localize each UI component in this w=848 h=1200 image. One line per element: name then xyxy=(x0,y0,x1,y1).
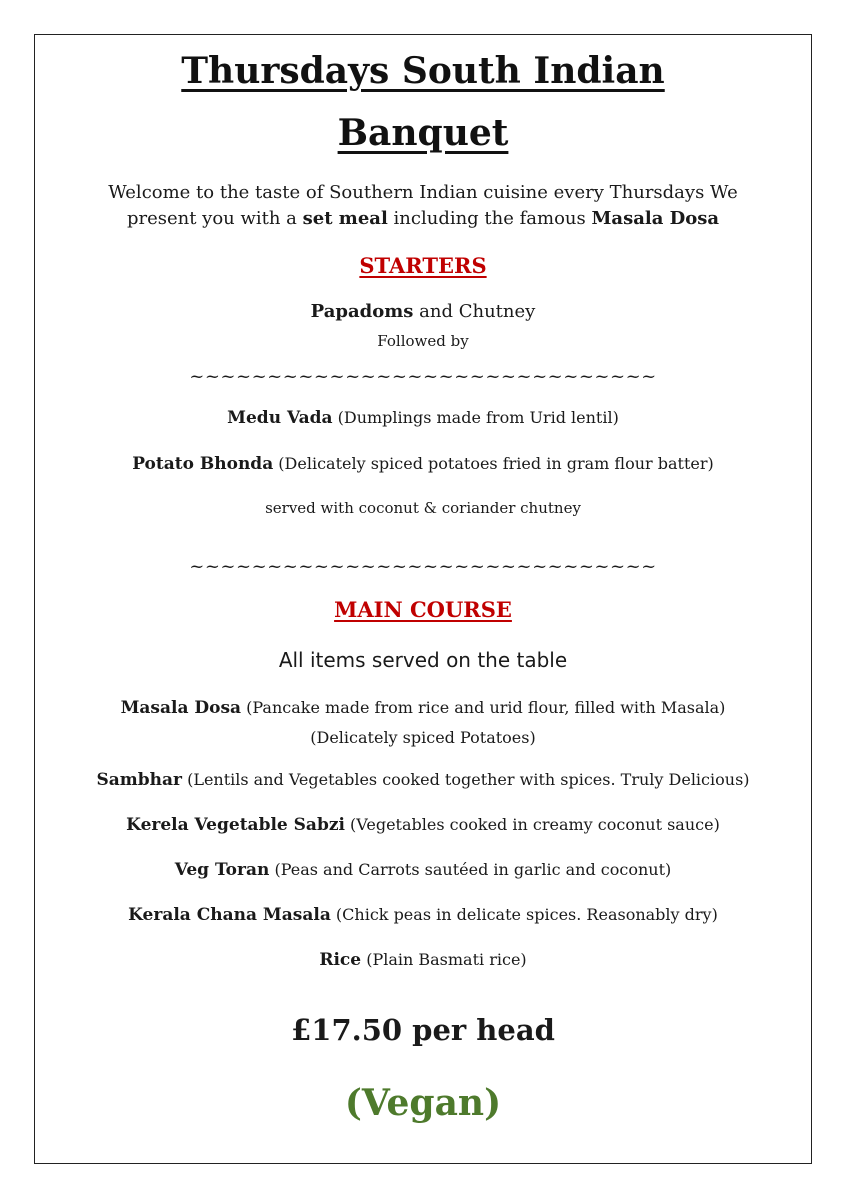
vegan-label: (Vegan) xyxy=(344,1082,502,1124)
starters-heading: STARTERS xyxy=(359,253,487,278)
main-item-kerala-chana-masala xyxy=(34,905,812,925)
starter-item-potato-bhonda xyxy=(34,454,812,474)
papadoms-rest: and Chutney xyxy=(413,301,536,322)
item-desc: (Dumplings made from Urid lentil) xyxy=(332,408,619,427)
intro-bold-masala-dosa: Masala Dosa xyxy=(591,208,720,229)
title-line-1: Thursdays South Indian xyxy=(181,50,665,92)
item-desc: (Chick peas in delicate spices. Reasonably dry) xyxy=(330,905,718,924)
intro-text: present you with a xyxy=(126,208,303,229)
papadoms-line xyxy=(34,301,812,322)
intro-bold-set-meal: set meal xyxy=(302,208,388,229)
item-name: Sambhar xyxy=(96,770,182,790)
main-item-sambhar xyxy=(34,770,812,790)
item-desc: (Vegetables cooked in creamy coconut sauce) xyxy=(344,815,720,834)
item-name: Masala Dosa xyxy=(120,698,242,718)
intro-text: including the famous xyxy=(387,208,592,229)
main-subheading: All items served on the table xyxy=(278,648,568,672)
title-line-2: Banquet xyxy=(337,112,509,154)
main-item-rice xyxy=(34,950,812,970)
item-name: Medu Vada xyxy=(227,408,333,428)
intro-line-1: Welcome to the taste of Southern Indian cuisine every Thursdays We xyxy=(108,182,738,203)
item-name: Kerala Chana Masala xyxy=(128,905,331,925)
item-desc: (Lentils and Vegetables cooked together with spices. Truly Delicious) xyxy=(181,770,750,789)
item-name: Veg Toran xyxy=(174,860,270,880)
item-name: Potato Bhonda xyxy=(132,454,274,474)
item-desc: (Plain Basmati rice) xyxy=(361,950,527,969)
followed-by: Followed by xyxy=(377,332,469,350)
item-name: Kerela Vegetable Sabzi xyxy=(126,815,345,835)
served-with: served with coconut & coriander chutney xyxy=(265,499,581,517)
starter-item-medu-vada xyxy=(34,408,812,428)
price: £17.50 per head xyxy=(291,1013,555,1047)
main-course-heading: MAIN COURSE xyxy=(334,597,512,622)
item-desc: (Peas and Carrots sautéed in garlic and coconut) xyxy=(269,860,672,879)
intro-line-2 xyxy=(34,206,812,232)
divider-1: ~~~~~~~~~~~~~~~~~~~~~~~~~~~~~~ xyxy=(189,366,657,387)
main-item-kerela-vegetable-sabzi xyxy=(34,815,812,835)
papadoms-name: Papadoms xyxy=(310,301,414,322)
item-desc: (Delicately spiced potatoes fried in gram flour batter) xyxy=(273,454,714,473)
main-item-veg-toran xyxy=(34,860,812,880)
item-name: Rice xyxy=(319,950,362,970)
main-item-masala-dosa xyxy=(34,698,812,718)
main-item-masala-dosa-desc2: (Delicately spiced Potatoes) xyxy=(310,728,536,747)
item-desc: (Pancake made from rice and urid flour, filled with Masala) xyxy=(241,698,726,717)
divider-2: ~~~~~~~~~~~~~~~~~~~~~~~~~~~~~~ xyxy=(189,556,657,577)
